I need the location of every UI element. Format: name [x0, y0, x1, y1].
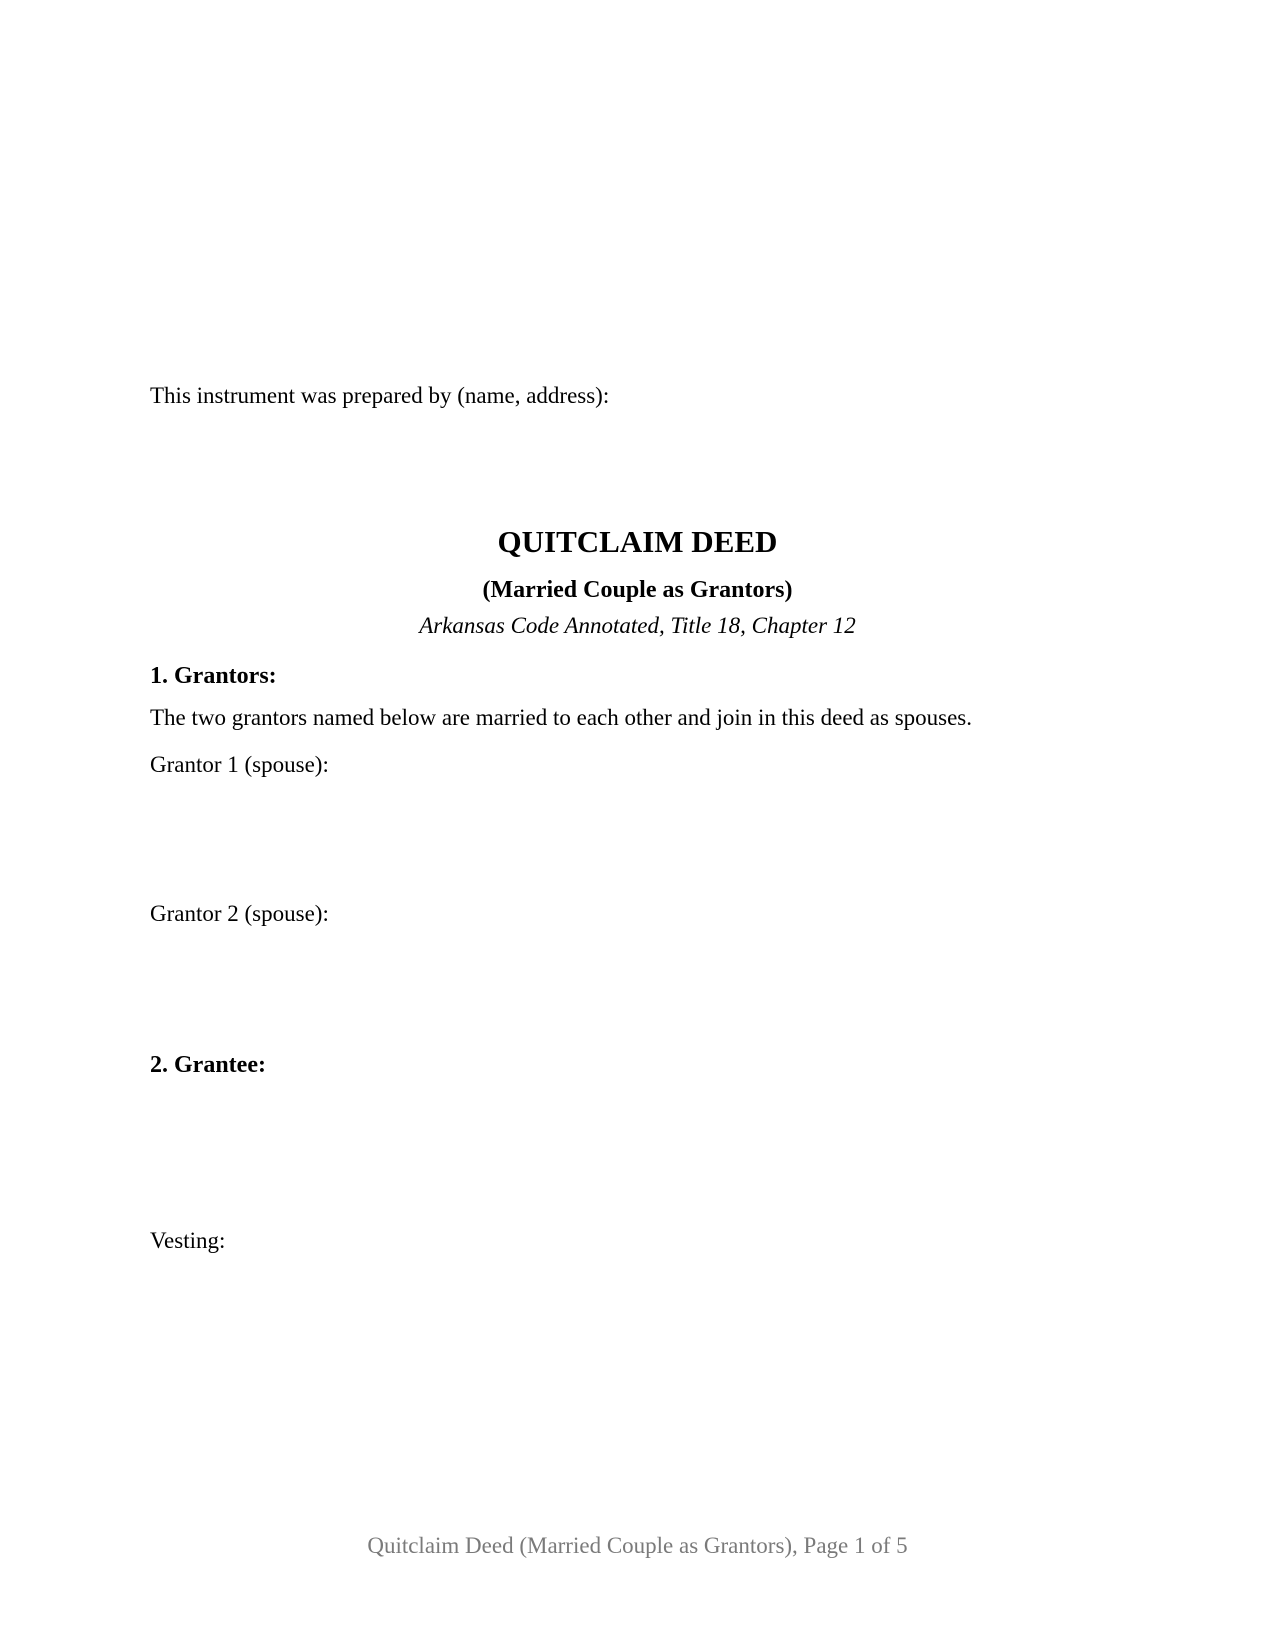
grantors-intro-text: The two grantors named below are married to each other and join in this deed as spouses.	[150, 705, 973, 730]
document-subtitle: (Married Couple as Grantors)	[482, 577, 793, 603]
document-title: QUITCLAIM DEED	[497, 524, 778, 559]
grantor-2-label: Grantor 2 (spouse):	[150, 901, 329, 926]
prepared-by-line: This instrument was prepared by (name, address):	[150, 383, 610, 408]
section-grantors-heading: 1. Grantors:	[150, 663, 277, 689]
grantor-1-label: Grantor 1 (spouse):	[150, 752, 329, 777]
vesting-label: Vesting:	[150, 1228, 226, 1253]
statute-reference: Arkansas Code Annotated, Title 18, Chapter 12	[419, 613, 856, 638]
section-grantee-heading: 2. Grantee:	[150, 1052, 266, 1078]
page-footer: Quitclaim Deed (Married Couple as Grantors), Page 1 of 5	[367, 1533, 908, 1558]
